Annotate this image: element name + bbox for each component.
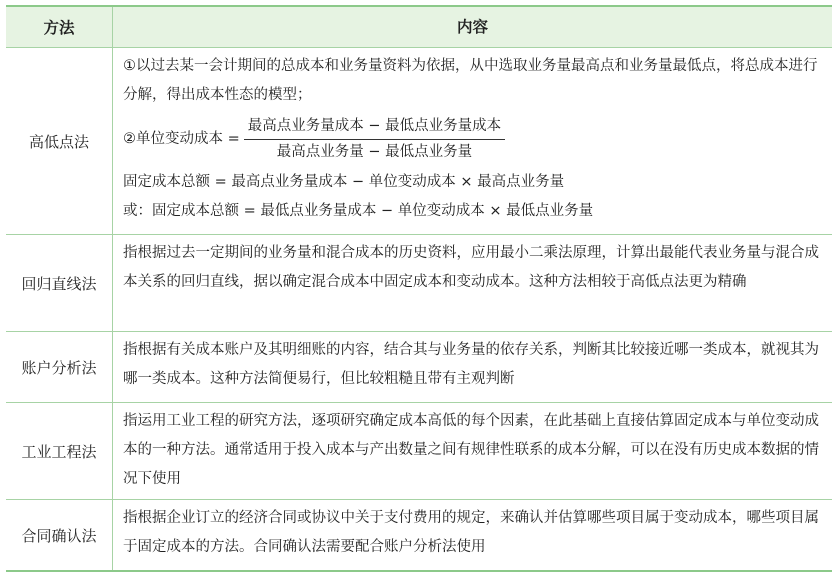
content-cell <box>113 48 832 234</box>
table-header <box>6 7 832 48</box>
formula-fixed-cost-low: 或：固定成本总额 = 最低点业务量成本 − 单位变动成本 × 最低点业务量 <box>123 203 594 219</box>
method-cell: 工业工程法 <box>6 403 113 499</box>
formula-fixed-cost-high: 固定成本总额 = 最高点业务量成本 − 单位变动成本 × 最高点业务量 <box>123 174 565 190</box>
content-cell: 指根据过去一定期间的业务量和混合成本的历史资料，应用最小二乘法原理，计算出最能代表业务量与混合成本关系的回归直线，据以确定混合成本中固定成本和变动成本。这种方法相较于高低点法更为精确 <box>123 245 819 290</box>
header-method: 方法 <box>6 7 113 47</box>
table-row <box>6 235 832 332</box>
table-row <box>6 403 832 500</box>
fraction-denominator: 最高点业务量 − 最低点业务量 <box>276 143 473 160</box>
table-row <box>6 500 832 570</box>
method-cell: 高低点法 <box>6 48 113 234</box>
content-cell: 指根据企业订立的经济合同或协议中关于支付费用的规定，来确认并估算哪些项目属于变动成本，哪些项目属于固定成本的方法。合同确认法需要配合账户分析法使用 <box>123 510 819 555</box>
cost-decomposition-table <box>6 5 832 572</box>
method-cell: 回归直线法 <box>6 235 113 331</box>
method-cell: 账户分析法 <box>6 332 113 402</box>
fraction-numerator: 最高点业务量成本 − 最低点业务量成本 <box>244 114 505 140</box>
content-paragraph: ①以过去某一会计期间的总成本和业务量资料为依据，从中选取业务量最高点和业务量最低点，将总成本进行分解，得出成本性态的模型； <box>123 58 818 103</box>
table-row <box>6 48 832 235</box>
header-content: 内容 <box>456 17 488 36</box>
formula-label: ②单位变动成本 = <box>123 130 240 147</box>
table-row <box>6 332 832 403</box>
formula-unit-variable-cost <box>123 110 824 168</box>
content-cell: 指根据有关成本账户及其明细账的内容，结合其与业务量的依存关系，判断其比较接近哪一类成本，就视其为哪一类成本。这种方法简便易行，但比较粗糙且带有主观判断 <box>123 342 819 387</box>
content-cell: 指运用工业工程的研究方法，逐项研究确定成本高低的每个因素，在此基础上直接估算固定成本与单位变动成本的一种方法。通常适用于投入成本与产出数量之间有规律性联系的成本分解，可以在没有历史成本数据的情况下使用 <box>123 413 819 487</box>
method-cell: 合同确认法 <box>6 500 113 570</box>
fraction <box>244 114 505 165</box>
